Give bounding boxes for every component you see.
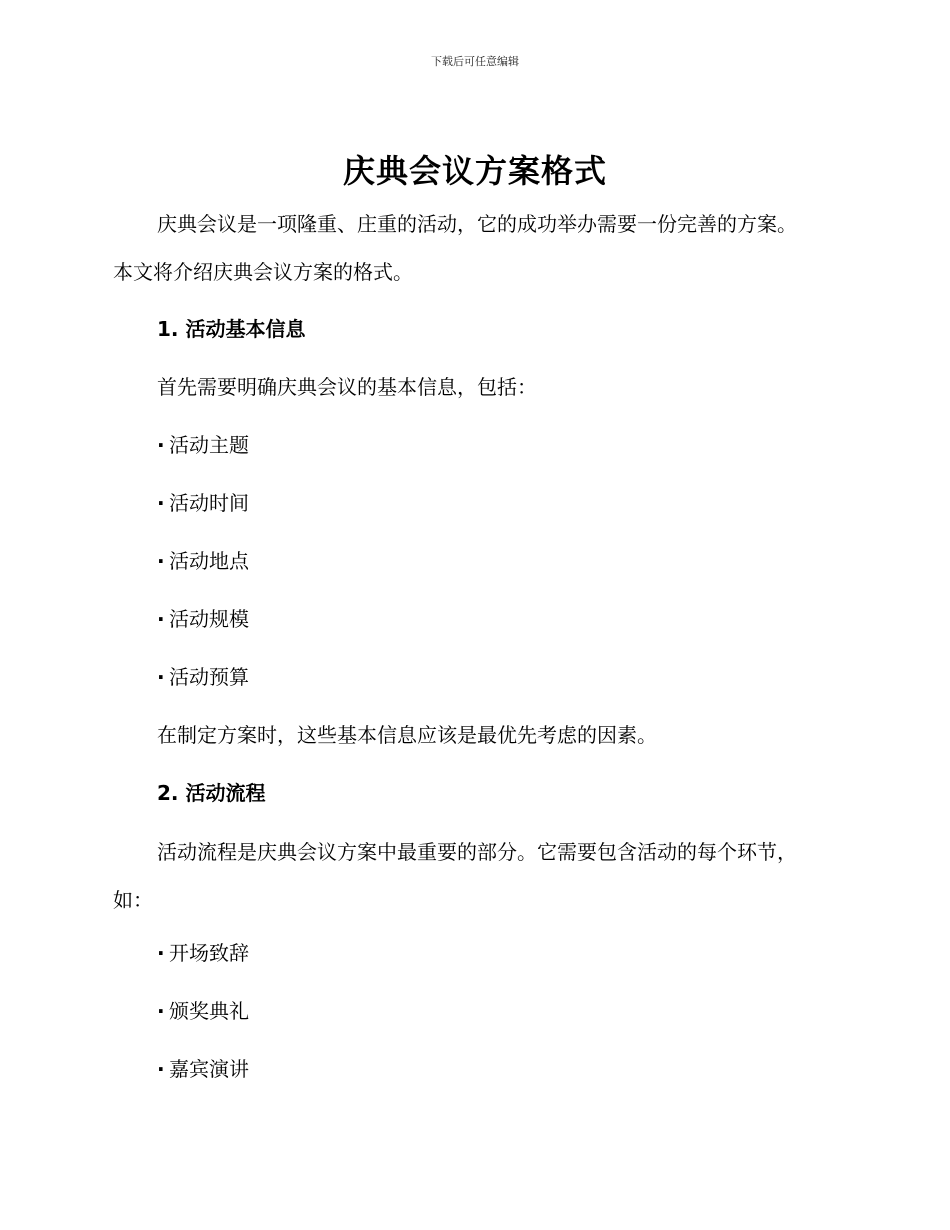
bullet-icon: · <box>157 941 165 965</box>
intro-paragraph: 庆典会议是一项隆重、庄重的活动，它的成功举办需要一份完善的方案。本文将介绍庆典会议方案的格式。 <box>113 212 797 284</box>
list-item <box>157 590 813 648</box>
list-item <box>157 924 813 982</box>
list-item <box>157 532 813 590</box>
list-item-text: 活动时间 <box>169 491 249 515</box>
section-basic-info <box>113 300 813 764</box>
list-item <box>157 474 813 532</box>
bullet-icon: · <box>157 665 165 689</box>
document-body <box>113 200 813 1098</box>
bullet-list <box>113 416 813 706</box>
list-item-text: 活动地点 <box>169 549 249 573</box>
list-item-text: 活动预算 <box>169 665 249 689</box>
section-lead: 活动流程是庆典会议方案中最重要的部分。它需要包含活动的每个环节，如： <box>113 840 797 912</box>
section-heading: 1. 活动基本信息 <box>157 317 306 341</box>
document-title: 庆典会议方案格式 <box>342 152 607 190</box>
list-item-text: 活动主题 <box>169 433 249 457</box>
list-item-text: 嘉宾演讲 <box>169 1057 249 1081</box>
bullet-list <box>113 924 813 1098</box>
section-lead: 首先需要明确庆典会议的基本信息，包括： <box>157 375 537 399</box>
bullet-icon: · <box>157 549 165 573</box>
section-process <box>113 764 813 1098</box>
bullet-icon: · <box>157 1057 165 1081</box>
section-heading: 2. 活动流程 <box>157 781 266 805</box>
list-item-text: 活动规模 <box>169 607 249 631</box>
list-item <box>157 982 813 1040</box>
list-item <box>157 1040 813 1098</box>
list-item <box>157 416 813 474</box>
bullet-icon: · <box>157 491 165 515</box>
bullet-icon: · <box>157 433 165 457</box>
list-item-text: 开场致辞 <box>169 941 249 965</box>
bullet-icon: · <box>157 607 165 631</box>
header-note: 下载后可任意编辑 <box>431 55 519 68</box>
list-item-text: 颁奖典礼 <box>169 999 249 1023</box>
list-item <box>157 648 813 706</box>
section-closing: 在制定方案时，这些基本信息应该是最优先考虑的因素。 <box>157 723 657 747</box>
bullet-icon: · <box>157 999 165 1023</box>
